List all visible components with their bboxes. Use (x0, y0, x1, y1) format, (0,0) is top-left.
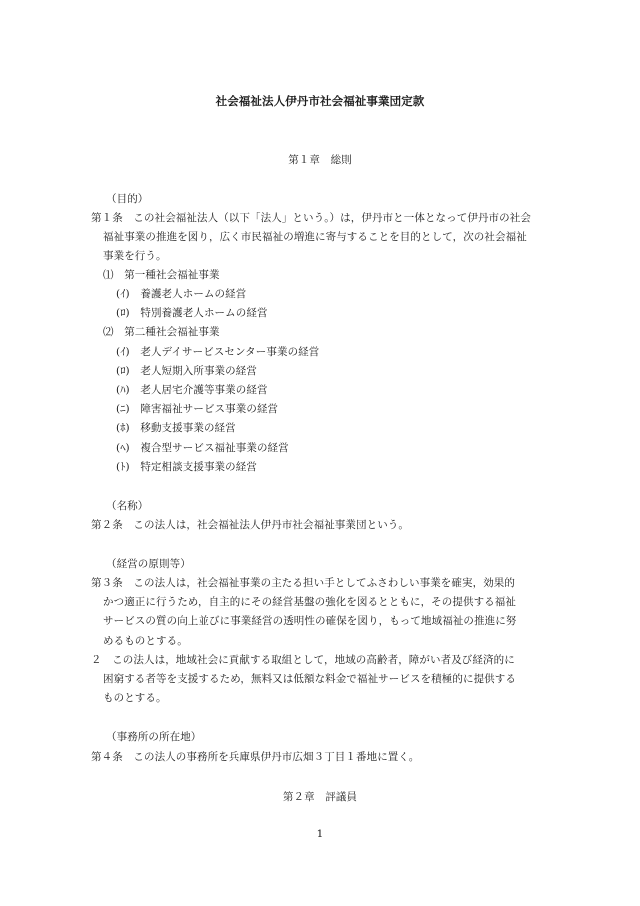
paragraph-line: 困窮する者等を支援するため，無料又は低額な料金で福祉サービスを積極的に提供する (103, 673, 516, 685)
list-item: (ﾊ) 老人居宅介護等事業の経営 (116, 384, 268, 396)
paragraph-line: ２ この法人は，地域社会に貢献する取組として，地域の高齢者，障がい者及び経済的に (91, 654, 515, 666)
list-item: (ﾄ) 特定相談支援事業の経営 (116, 461, 257, 473)
page-number: 1 (316, 828, 324, 840)
article-line: サービスの質の向上並びに事業経営の透明性の確保を図り，もって地域福祉の推進に努 (103, 615, 517, 627)
list-item: (ｲ) 養護老人ホームの経営 (116, 288, 247, 300)
category-heading: ⑴ 第一種社会福祉事業 (103, 269, 220, 281)
article-line: かつ適正に行うため，自主的にその経営基盤の強化を図るとともに，その提供する福祉 (103, 596, 516, 608)
article-caption: （目的） (106, 193, 149, 205)
chapter-heading: 第２章 評議員 (282, 791, 358, 803)
article-line: 第３条 この法人は，社会福祉事業の主たる担い手としてふさわしい事業を確実，効果的 (91, 577, 515, 589)
list-item: (ﾎ) 移動支援事業の経営 (116, 422, 236, 434)
article-line: 第２条 この法人は，社会福祉法人伊丹市社会福祉事業団という。 (91, 519, 409, 531)
list-item: (ﾆ) 障害福祉サービス事業の経営 (116, 403, 279, 415)
article-caption: （経営の原則等） (106, 558, 191, 570)
list-item: (ﾍ) 複合型サービス福祉事業の経営 (116, 442, 289, 454)
article-line: めるものとする。 (103, 635, 188, 647)
paragraph-line: ものとする。 (103, 692, 167, 704)
article-caption: （事務所の所在地） (106, 731, 202, 743)
list-item: (ﾛ) 老人短期入所事業の経営 (116, 365, 257, 377)
category-heading: ⑵ 第二種社会福祉事業 (103, 326, 220, 338)
article-line: 第１条 この社会福祉法人（以下「法人」という。）は，伊丹市と一体となって伊丹市の社会 (91, 212, 531, 224)
list-item: (ｲ) 老人デイサービスセンター事業の経営 (116, 346, 320, 358)
article-caption: （名称） (106, 500, 149, 512)
article-line: 事業を行う。 (103, 250, 167, 262)
list-item: (ﾛ) 特別養護老人ホームの経営 (116, 307, 268, 319)
article-line: 福祉事業の推進を図り，広く市民福祉の増進に寄与することを目的として，次の社会福祉 (103, 231, 527, 243)
document-title: 社会福祉法人伊丹市社会福祉事業団定款 (215, 94, 425, 108)
article-line: 第４条 この法人の事務所を兵庫県伊丹市広畑３丁目１番地に置く。 (91, 751, 420, 763)
chapter-heading: 第１章 総則 (288, 154, 352, 166)
